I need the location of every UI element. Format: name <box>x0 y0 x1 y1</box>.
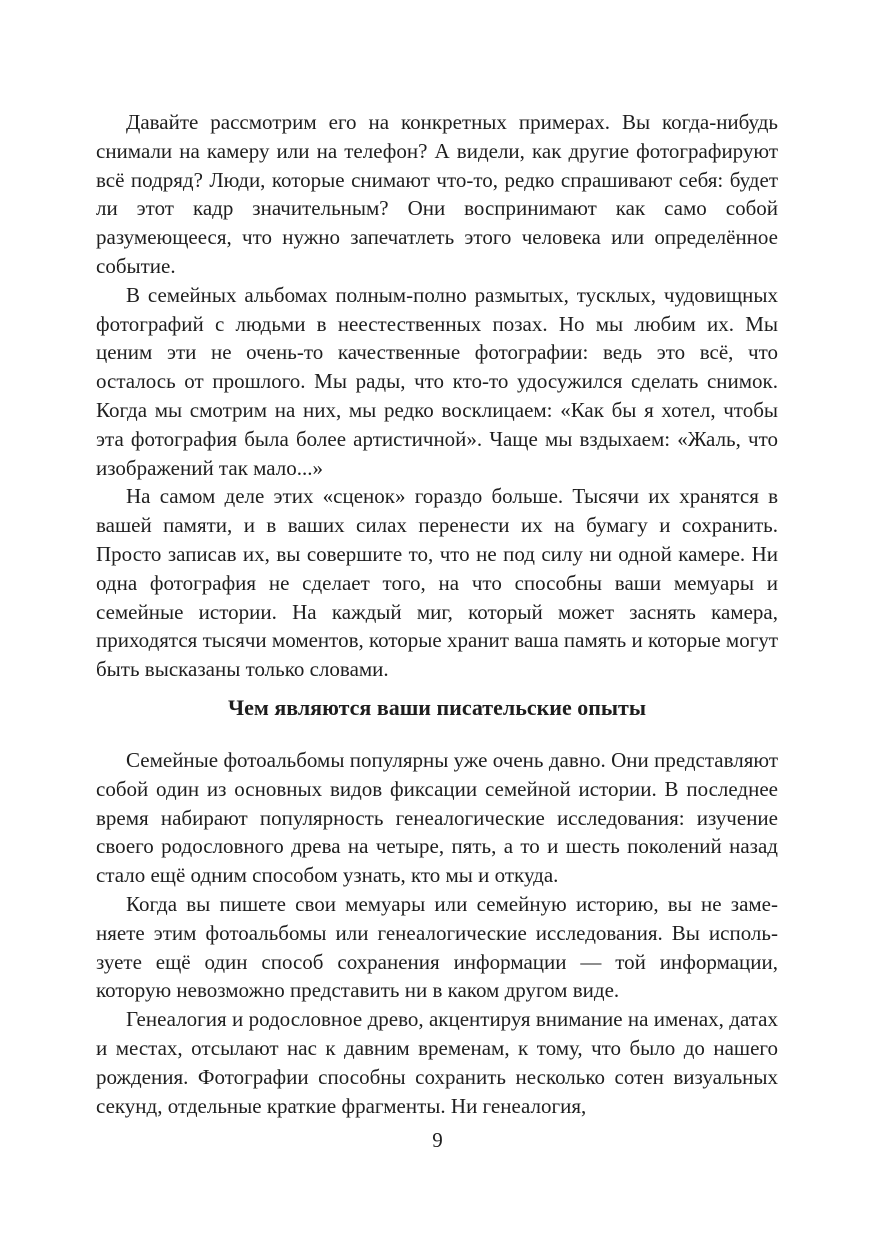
paragraph: Генеалогия и родословное древо, акцентируя внимание на именах, датах и местах, отсылают нас к давним временам, к тому, что было до нашего рождения. Фотографии способны сохранить несколько сотен визуальных секунд, отдельные краткие фрагменты. Ни генеалогия, <box>96 1007 778 1118</box>
paragraph: На самом деле этих «сценок» гораздо больше. Тысячи их хранятся в вашей памяти, и в ваших силах перенести их на бумагу и сохранить. Просто записав их, вы совершите то, что не под силу ни одной камере. Ни одна фотография не сделает того, на что способны ваши мемуары и семейные истории. На каждый миг, который может заснять камера, приходятся тысячи моментов, которые хранит ваша память и которые могут быть высказаны только словами. <box>96 484 778 682</box>
section-intro-text <box>96 108 778 684</box>
paragraph: В семейных альбомах полным-полно размытых, тусклых, чудовищных фотографий с людьми в неестественных позах. Но мы любим их. Мы ценим эти не очень-то качественные фотографии: ведь это всё, что осталось от прошлого. Мы рады, что кто-то удосужился сделать снимок. Когда мы смотрим на них, мы редко восклицаем: «Как бы я хотел, чтобы эта фотография была более артистичной». Чаще мы вздыхаем: «Жаль, что изображений так мало...» <box>96 282 778 480</box>
paragraph: Семейные фотоальбомы популярны уже очень давно. Они представляют собой один из основных видов фиксации семейной истории. В последнее время набирают популярность генеалогические исследования: изучение своего родословного древа на четыре, пять, а то и шесть поколений назад стало ещё одним способом узнать, кто мы и откуда. <box>96 748 778 888</box>
paragraph: Когда вы пишете свои мемуары или семейную историю, вы не заменяете этим фотоальбомы или генеалогические исследования. Вы используете ещё один способ сохранения информации — той информации, которую невозможно представить ни в каком другом виде. <box>96 891 778 1003</box>
section-body-text <box>96 746 778 1120</box>
paragraph: Давайте рассмотрим его на конкретных примерах. Вы когда-нибудь снимали на камеру или на телефон? А видели, как другие фотографируют всё подряд? Люди, которые снимают что-то, редко спрашивают себя: будет ли этот кадр значительным? Они воспринимают как само собой разумеющееся, что нужно запечатлеть этого человека или определённое событие. <box>96 110 778 278</box>
page-number: 9 <box>432 1128 443 1152</box>
section-heading: Чем являются ваши писательские опыты <box>227 695 647 720</box>
